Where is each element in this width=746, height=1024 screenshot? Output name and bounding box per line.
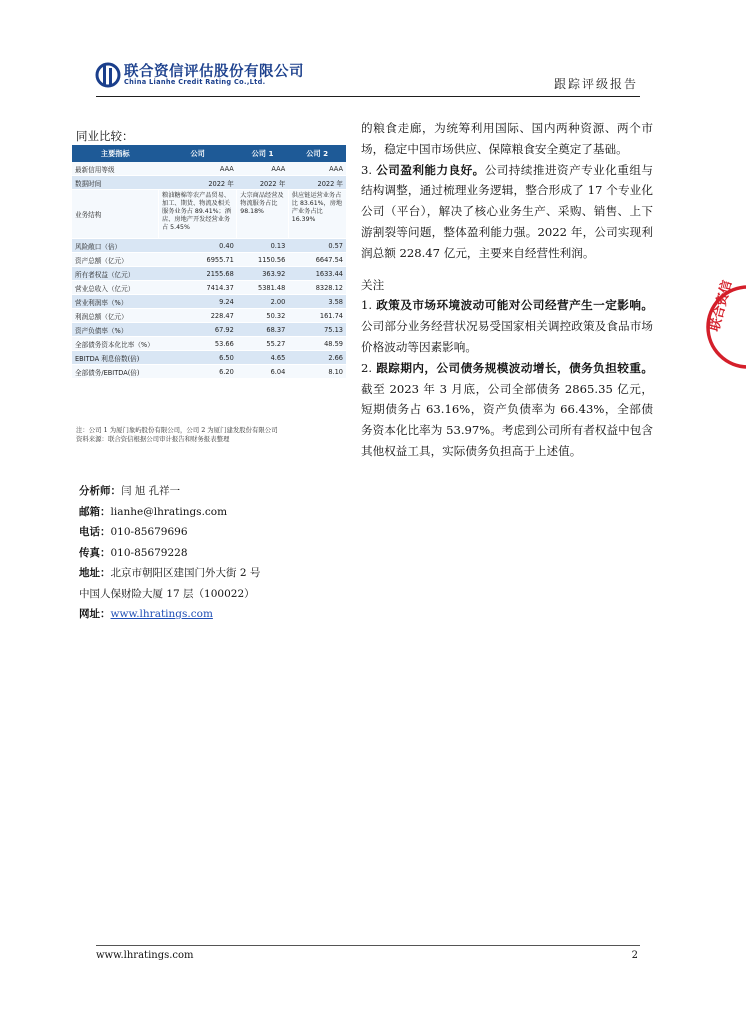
footer-divider [96, 945, 640, 946]
row-label-cell: 风险敞口（倍） [72, 239, 159, 253]
value-cell: 68.37 [237, 323, 289, 337]
section-title: 同业比较： [76, 129, 134, 143]
table-row [72, 295, 346, 309]
header-divider [96, 96, 640, 97]
phone-label: 电话： [79, 526, 111, 538]
svg-text:联合资信: 联合资信 [707, 278, 736, 334]
item-body: 公司部分业务经营状况易受国家相关调控政策及食品市场价格波动等因素影响。 [361, 319, 653, 354]
table-row [72, 351, 346, 365]
table-row [72, 253, 346, 267]
address-line-2: 中国人保财险大厦 17 层（100022） [79, 587, 255, 600]
table-note: 注：公司 1 为厦门象屿股份有限公司，公司 2 为厦门建发股份有限公司 [76, 426, 278, 434]
company-name-en: China Lianhe Credit Rating Co.,Ltd. [124, 78, 266, 86]
paragraph-continued: 的粮食走廊，为统筹利用国际、国内两种资源、两个市场，稳定中国市场供应、保障粮食安全奠定了基础。 [361, 121, 653, 156]
concern-item-1 [361, 295, 653, 357]
value-cell: 2022 年 [237, 176, 289, 190]
row-label-cell: EBITDA 利息倍数(倍) [72, 351, 159, 365]
value-cell: 6955.71 [159, 253, 237, 267]
item-heading: 公司盈利能力良好。 [376, 162, 485, 177]
value-cell: 6.50 [159, 351, 237, 365]
table-row [72, 365, 346, 379]
row-label-cell: 最新信用等级 [72, 162, 159, 176]
row-label-cell: 数据时间 [72, 176, 159, 190]
value-cell: 6647.54 [288, 253, 346, 267]
report-type: 跟踪评级报告 [553, 77, 638, 91]
value-cell: 75.13 [288, 323, 346, 337]
value-cell: 2022 年 [288, 176, 346, 190]
table-notes [76, 426, 278, 444]
value-cell: 228.47 [159, 309, 237, 323]
website-link[interactable]: www.lhratings.com [110, 608, 213, 620]
value-cell: 9.24 [159, 295, 237, 309]
value-cell: 53.66 [159, 337, 237, 351]
value-cell: 7414.37 [159, 281, 237, 295]
table-row [72, 162, 346, 176]
concerns-title: 关注 [361, 277, 385, 292]
row-label-cell: 利润总额（亿元） [72, 309, 159, 323]
page-header [96, 58, 640, 96]
email-line [79, 502, 260, 523]
item-number: 1. [361, 298, 377, 313]
email-label: 邮箱： [79, 505, 111, 518]
table-row [72, 323, 346, 337]
value-cell: AAA [237, 162, 289, 176]
table-row [72, 267, 346, 281]
company-name-cn: 联合资信评估股份有限公司 [124, 64, 304, 80]
value-cell: 5381.48 [237, 281, 289, 295]
contact-block [79, 481, 260, 625]
website-label: 网址： [79, 608, 111, 620]
table-source: 资料来源：联合资信根据公司审计报告和财务报表整理 [76, 435, 230, 443]
value-cell: 2022 年 [159, 176, 237, 190]
table-row [72, 281, 346, 295]
table-row [72, 337, 346, 351]
address-label: 地址： [79, 567, 111, 579]
value-cell: 1633.44 [288, 267, 346, 281]
analyst-label: 分析师： [79, 485, 121, 497]
item-body: 截至 2023 年 3 月底，公司全部债务 2865.35 亿元，短期债务占 63.16%，资产负债率为 66.43%，全部债务资本化比率为 53.97%。考虑到公司所有者权益中包含其他权益工具，实际债务负担高于上述值。 [361, 381, 653, 458]
strength-item-3 [361, 160, 653, 264]
row-label-cell: 营业利润率（%） [72, 295, 159, 309]
value-cell: 55.27 [237, 337, 289, 351]
address-line [79, 563, 260, 584]
item-heading: 政策及市场环境波动可能对公司经营产生一定影响。 [376, 298, 653, 313]
phone-value: 010-85679696 [110, 526, 188, 538]
item-body: 公司持续推进资产专业化重组与结构调整，通过梳理业务逻辑，整合形成了 17 个专业化公司（平台），解决了核心业务生产、采购、销售、上下游割裂等问题，整体盈利能力强。2022 年，公司实现利润总额 228.47 亿元，主要来自经营性利润。 [361, 162, 653, 260]
item-heading: 跟踪期内，公司债务规模波动增长，债务负担较重。 [376, 360, 653, 375]
value-cell: 0.57 [288, 239, 346, 253]
table-row [72, 239, 346, 253]
value-cell: 2.00 [237, 295, 289, 309]
email-value: lianhe@lhratings.com [110, 505, 228, 518]
value-cell: 2.66 [288, 351, 346, 365]
concern-item-2 [361, 358, 653, 462]
value-cell: 4.65 [237, 351, 289, 365]
value-cell: 6.04 [237, 365, 289, 379]
column-header: 公司 [159, 145, 237, 162]
column-header: 主要指标 [72, 145, 159, 162]
fax-value: 010-85679228 [110, 546, 188, 559]
value-cell: 8.10 [288, 365, 346, 379]
fax-label: 传真： [79, 546, 111, 559]
value-cell: 48.59 [288, 337, 346, 351]
value-cell: 2155.68 [159, 267, 237, 281]
lianhe-logo-icon [96, 60, 120, 90]
value-cell: 6.20 [159, 365, 237, 379]
table-row [72, 176, 346, 190]
page-number: 2 [631, 950, 638, 961]
peer-comparison-table [72, 145, 346, 379]
row-label-cell: 全部债务/EBITDA(倍) [72, 365, 159, 379]
value-cell: 粮油糖棉等农产品贸易、加工、期货、物流及相关服务业务占 89.41%；酒店、房地产开发经营业务占 5.45% [159, 190, 237, 239]
value-cell: 0.13 [237, 239, 289, 253]
value-cell: 大宗商品经营及物流服务占比 98.18% [237, 190, 289, 239]
value-cell: 供应链运营业务占比 83.61%，房地产业务占比 16.39% [288, 190, 346, 239]
value-cell: 161.74 [288, 309, 346, 323]
item-number: 2. [361, 360, 377, 375]
analyst-names: 闫 旭 孔祥一 [121, 485, 181, 497]
value-cell: 1150.56 [237, 253, 289, 267]
row-label-cell: 所有者权益（亿元） [72, 267, 159, 281]
company-seal-stamp [700, 252, 746, 402]
value-cell: AAA [288, 162, 346, 176]
row-label-cell: 业务结构 [72, 190, 159, 239]
website-line [79, 604, 260, 625]
table-header-row [72, 145, 346, 162]
value-cell: 363.92 [237, 267, 289, 281]
phone-line [79, 522, 260, 543]
value-cell: 50.32 [237, 309, 289, 323]
fax-line [79, 543, 260, 564]
right-column [361, 118, 653, 462]
column-header: 公司 1 [237, 145, 289, 162]
value-cell: 8328.12 [288, 281, 346, 295]
item-number: 3. [361, 162, 377, 177]
value-cell: 0.40 [159, 239, 237, 253]
value-cell: 67.92 [159, 323, 237, 337]
analyst-line [79, 481, 260, 502]
row-label-cell: 资产负债率（%） [72, 323, 159, 337]
table-row [72, 309, 346, 323]
value-cell: 3.58 [288, 295, 346, 309]
row-label-cell: 营业总收入（亿元） [72, 281, 159, 295]
table-row [72, 190, 346, 239]
footer-url: www.lhratings.com [96, 950, 194, 961]
value-cell: AAA [159, 162, 237, 176]
column-header: 公司 2 [288, 145, 346, 162]
row-label-cell: 全部债务资本化比率（%） [72, 337, 159, 351]
row-label-cell: 资产总额（亿元） [72, 253, 159, 267]
address-value: 北京市朝阳区建国门外大街 2 号 [110, 567, 261, 579]
